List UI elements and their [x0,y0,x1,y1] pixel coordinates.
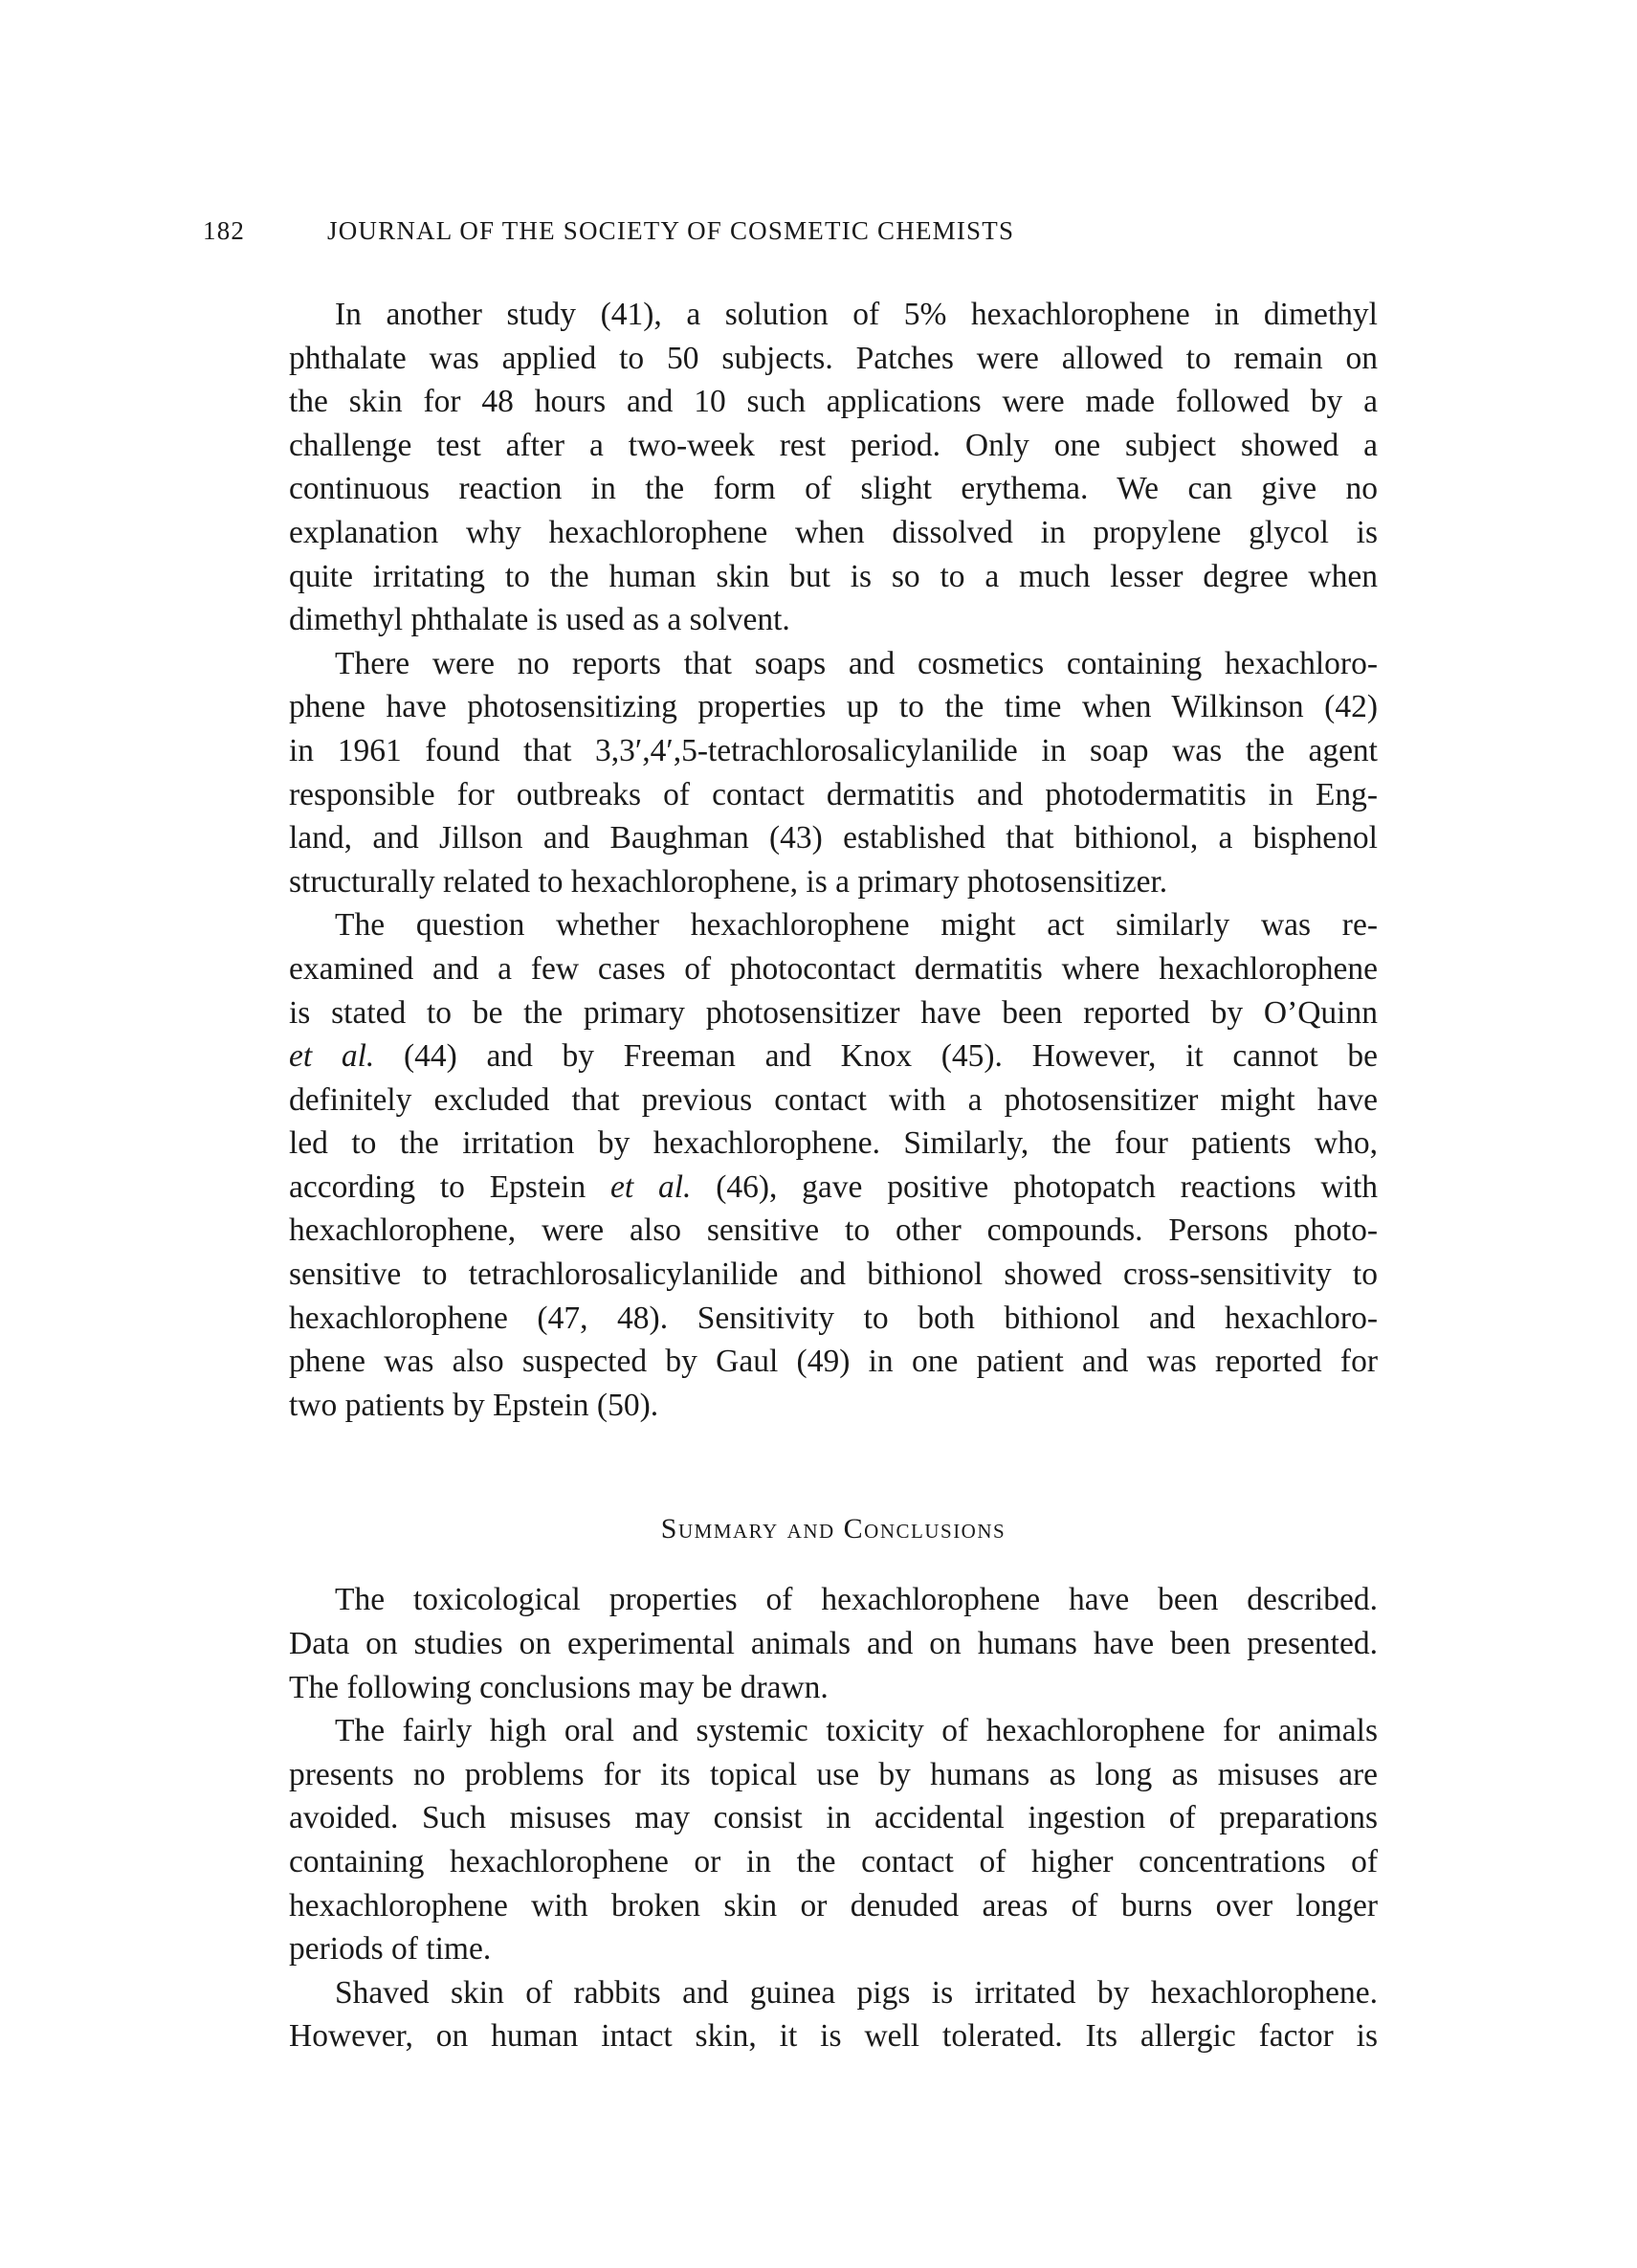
text-line: challenge test after a two-week rest period. Only one subject showed a [289,427,1378,463]
text-line: presents no problems for its topical use by humans as long as misuses are [289,1756,1378,1792]
italic-et-al: et al. [289,1038,375,1075]
text-line: sensitive to tetrachlorosalicylanilide and bithionol showed cross-sensitivity to [289,1256,1378,1293]
text-line: explanation why hexachlorophene when dissolved in propylene glycol is [289,514,1378,550]
text-line: according to Epstein et al. (46), gave positive photopatch reactions with [289,1168,1378,1205]
text-line: Shaved skin of rabbits and guinea pigs is irritated by hexachlorophene. [335,1974,1378,2011]
text-line: The fairly high oral and systemic toxicity of hexachlorophene for animals [335,1713,1378,1749]
text-line: continuous reaction in the form of slight erythema. We can give no [289,471,1378,507]
text-line: land, and Jillson and Baughman (43) established that bithionol, a bisphenol [289,820,1378,856]
text-line: The toxicological properties of hexachlorophene have been described. [335,1582,1378,1618]
text-line: hexachlorophene (47, 48). Sensitivity to both bithionol and hexachloro- [289,1300,1378,1336]
text-line: responsible for outbreaks of contact dermatitis and photodermatitis in Eng- [289,776,1378,812]
text-line: The question whether hexachlorophene might act similarly was re- [335,907,1378,944]
paragraph-dimethyl-phthalate-study [289,293,1378,642]
text-line: two patients by Epstein (50). [289,1387,659,1423]
text-line: Data on studies on experimental animals and on humans have been presented. [289,1626,1378,1662]
text-line: the skin for 48 hours and 10 such applications were made followed by a [289,384,1378,420]
text-line: phene was also suspected by Gaul (49) in one patient and was reported for [289,1344,1378,1380]
text-line: dimethyl phthalate is used as a solvent. [289,602,790,638]
text-line: is stated to be the primary photosensitizer have been reported by O’Quinn [289,994,1378,1031]
text-line: However, on human intact skin, it is well tolerated. Its allergic factor is [289,2018,1378,2055]
italic-et-al: et al. [610,1168,692,1205]
body-text [289,293,1378,2058]
text-line: hexachlorophene with broken skin or denuded areas of burns over longer [289,1887,1378,1923]
page-number: 182 [203,216,246,245]
text-line: avoided. Such misuses may consist in accidental ingestion of preparations [289,1800,1378,1836]
paragraph-summary-intro [289,1578,1378,1709]
text-line: definitely excluded that previous contact with a photosensitizer might have [289,1081,1378,1118]
text-line: There were no reports that soaps and cosmetics containing hexachloro- [335,645,1378,681]
text-line: phene have photosensitizing properties up to the time when Wilkinson (42) [289,689,1378,725]
text-line: et al. (44) and by Freeman and Knox (45). However, it cannot be [289,1038,1378,1075]
section-heading: Summary and Conclusions [660,1513,1007,1545]
running-head [203,216,1217,255]
paragraph-photosensitizing-reports [289,642,1378,904]
paragraph-toxicity-misuse [289,1709,1378,1971]
text-line: led to the irritation by hexachlorophene. Similarly, the four patients who, [289,1125,1378,1162]
text-line: quite irritating to the human skin but is so to a much lesser degree when [289,558,1378,594]
text-line: examined and a few cases of photocontact dermatitis where hexachlorophene [289,950,1378,987]
text-line: In another study (41), a solution of 5% hexachlorophene in dimethyl [335,297,1378,332]
text-line: structurally related to hexachlorophene, is a primary photosensitizer. [289,863,1168,900]
paragraph-skin-irritation [289,1971,1378,2058]
paragraph-photocontact-dermatitis [289,903,1378,1427]
text-line: phthalate was applied to 50 subjects. Patches were allowed to remain on [289,340,1378,376]
text-line: periods of time. [289,1931,492,1968]
journal-title: JOURNAL OF THE SOCIETY OF COSMETIC CHEMISTS [327,216,1015,245]
text-line: containing hexachlorophene or in the contact of higher concentrations of [289,1844,1378,1879]
text-line: hexachlorophene, were also sensitive to other compounds. Persons photo- [289,1212,1378,1249]
text-line: The following conclusions may be drawn. [289,1669,829,1705]
text-line: in 1961 found that 3,3′,4′,5-tetrachlorosalicylanilide in soap was the agent [289,732,1378,768]
